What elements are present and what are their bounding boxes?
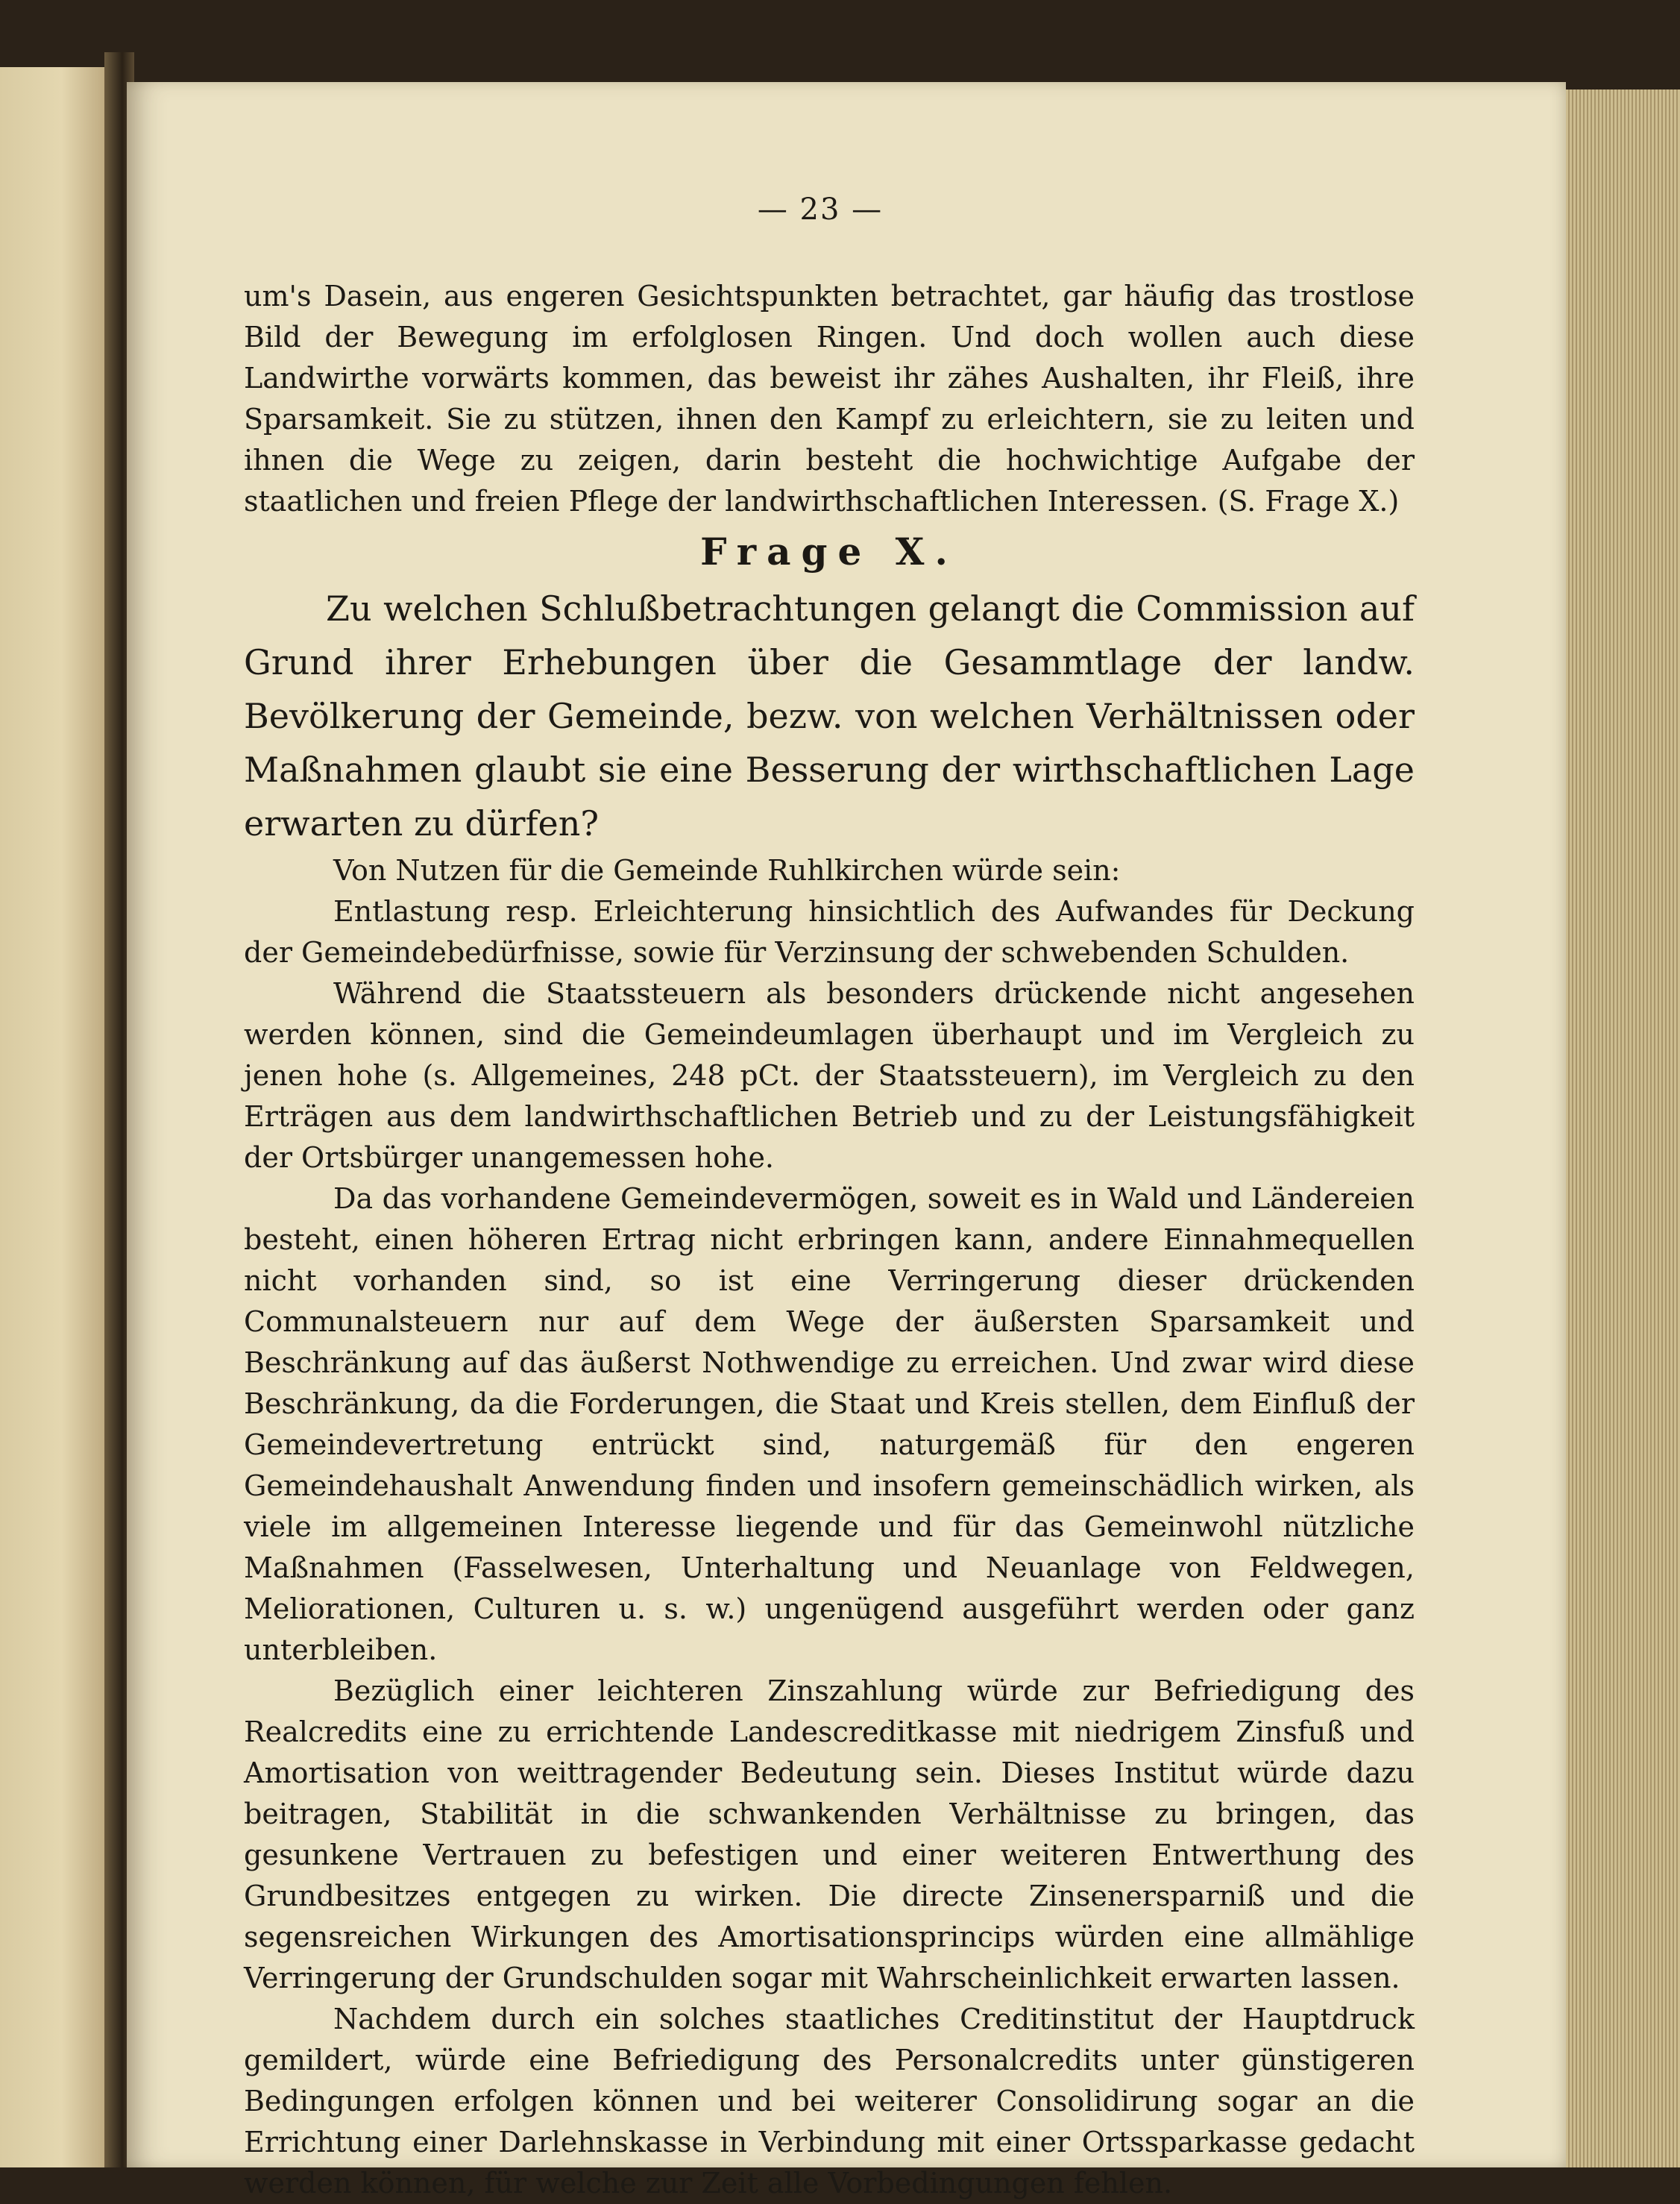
left-page-edge <box>0 67 112 2167</box>
body-text <box>244 276 1415 2204</box>
question-text: Zu welchen Schlußbetrachtungen gelangt die Commission auf Grund ihrer Erhebungen über die Gesammtlage der landw. Bevölkerung der Gemeinde, bezw. von welchen Verhältnissen oder Maßnahmen glaubt sie eine Besserung der wirthschaftlichen Lage erwarten zu dürfen? <box>244 588 1415 844</box>
answer-paragraph: Während die Staatssteuern als besonders drückende nicht angesehen werden können, sind die Gemeindeumlagen überhaupt und im Vergleich zu jenen hohe (s. Allgemeines, 248 pCt. der Staatssteuern), im Vergleich zu den Erträgen aus dem landwirthschaftlichen Betrieb und zu der Leistungsfähigkeit der Ortsbürger unangemessen hohe. <box>244 977 1415 1174</box>
question-heading: Frage X. <box>700 530 958 574</box>
page-number: — 23 — <box>757 192 884 227</box>
answer-paragraph: Da das vorhandene Gemeindevermögen, soweit es in Wald und Ländereien besteht, einen höheren Ertrag nicht erbringen kann, andere Einnahmequellen nicht vorhanden sind, so ist eine Verringerung dieser drückenden Communalsteuern nur auf dem Wege der äußersten Sparsamkeit und Beschränkung auf das äußerst Nothwendige zu erreichen. Und zwar wird diese Beschränkung, da die Forderungen, die Staat und Kreis stellen, dem Einfluß der Gemeindevertretung entrückt sind, naturgemäß für den engeren Gemeindehaushalt Anwendung finden und insofern gemeinschädlich wirken, als viele im allgemeinen Interesse liegende und für das Gemeinwohl nützliche Maßnahmen (Fasselwesen, Unterhaltung und Neuanlage von Feldwegen, Meliorationen, Culturen u. s. w.) ungenügend ausgeführt werden oder ganz unterbleiben. <box>244 1182 1415 1666</box>
answer-paragraph: Entlastung resp. Erleichterung hinsichtlich des Aufwandes für Deckung der Gemeindebedürfnisse, sowie für Verzinsung der schwebenden Schulden. <box>244 895 1415 969</box>
paragraph-intro: um's Dasein, aus engeren Gesichtspunkten betrachtet, gar häufig das trostlose Bild der Bewegung im erfolglosen Ringen. Und doch wollen auch diese Landwirthe vorwärts kommen, das beweist ihr zähes Aushalten, ihr Fleiß, ihre Sparsamkeit. Sie zu stützen, ihnen den Kampf zu erleichtern, sie zu leiten und ihnen die Wege zu zeigen, darin besteht die hochwichtige Aufgabe der staatlichen und freien Pflege der landwirthschaftlichen Interessen. (S. Frage X.) <box>244 280 1415 518</box>
answer-paragraph: Von Nutzen für die Gemeinde Ruhlkirchen würde sein: <box>333 854 1121 887</box>
page-stack-edges <box>1566 90 1680 2167</box>
answer-paragraph: Bezüglich einer leichteren Zinszahlung würde zur Befriedigung des Realcredits eine zu errichtende Landescreditkasse mit niedrigem Zinsfuß und Amortisation von weittragender Bedeutung sein. Dieses Institut würde dazu beitragen, Stabilität in die schwankenden Verhältnisse zu bringen, das gesunkene Vertrauen zu befestigen und einer weiteren Entwerthung des Grundbesitzes entgegen zu wirken. Die directe Zinsenersparniß und die segensreichen Wirkungen des Amortisationsprincips würden eine allmählige Verringerung der Grundschulden sogar mit Wahrscheinlichkeit erwarten lassen. <box>244 1674 1415 1994</box>
answer-paragraph: Nachdem durch ein solches staatliches Creditinstitut der Hauptdruck gemildert, würde eine Befriedigung des Personalcredits unter günstigeren Bedingungen erfolgen können und bei weiterer Consolidirung sogar an die Errichtung einer Darlehnskasse in Verbindung mit einer Ortssparkasse gedacht werden können, für welche zur Zeit alle Vorbedingungen fehlen. <box>244 2003 1415 2200</box>
